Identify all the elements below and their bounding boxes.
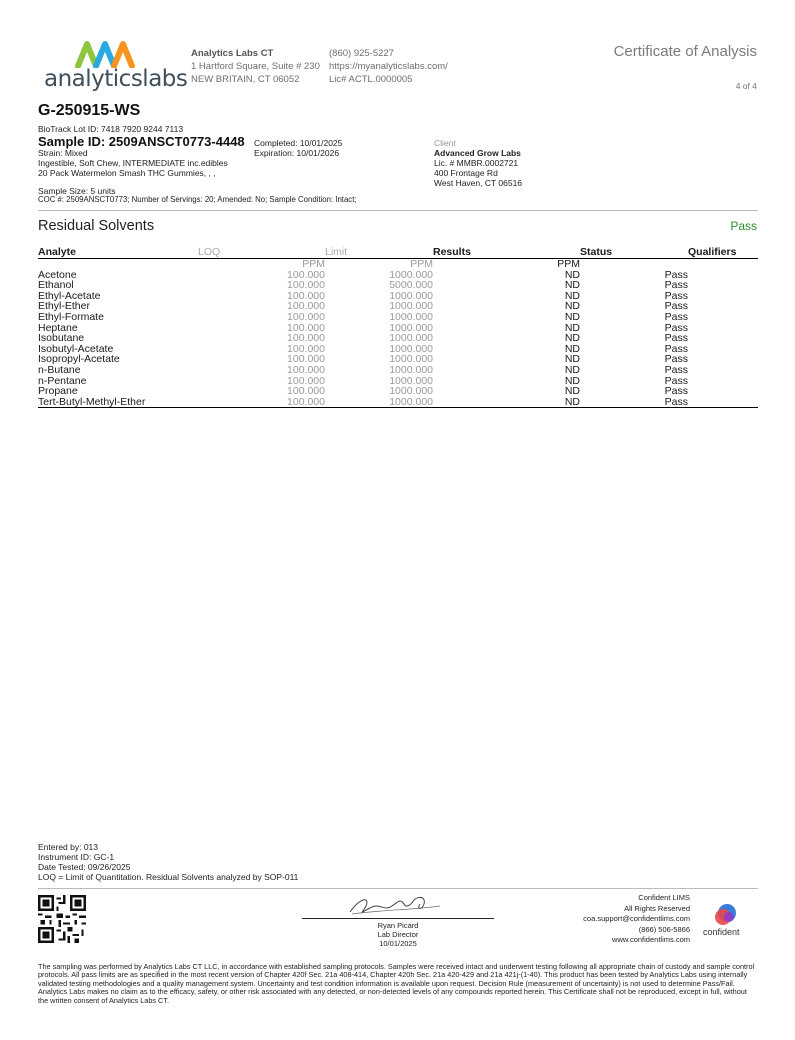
loq-cell: 100.000 [287,332,325,345]
instrument-id: Instrument ID: GC-1 [38,852,115,862]
result-cell: ND [564,332,580,345]
analyte-cell: Tert-Butyl-Methyl-Ether [38,397,198,408]
loq-cell: 100.000 [287,374,325,387]
limit-cell: 1000.000 [389,300,433,313]
unit-results: PPM [557,258,580,270]
qualifier-cell [688,270,758,281]
lims-info [583,893,690,946]
disclaimer-text: The sampling was performed by Analytics Labs CT LLC, in accordance with established sampling protocols. Samples were received intact and underwent testing following all appropriate chain of custody and sample control protocols. All pass limits are as specified in the most recent version of Chapter 420f Sec. 21a 408-414, Chapter 420h Sec. 21a 420-429 and 21a 421j-(1-40). This product has been tested by Analytics Labs using internally validated testing methodologies and a quality management system. Uncertainty and test condition information is available upon request. Decision Rule (measurement of uncertainty) is not used to determine Pass/Fail. Analytics Labs makes no claim as to the efficacy, safety, or other risk associated with any detected, or non-detected levels of any compounds reported herein. This Certificate shall not be reproduced, except in full, without the written consent of Analytics Labs CT. [38,962,755,1005]
header-analyte: Analyte [38,246,198,259]
unit-limit: PPM [410,258,433,270]
limit-cell: 1000.000 [389,310,433,323]
status-cell: Pass [664,374,688,387]
limit-cell: 1000.000 [389,289,433,302]
qualifier-cell [688,291,758,302]
sample-id: Sample ID: 2509ANSCT0773-4448 [38,134,245,149]
lab-contact [329,47,448,86]
loq-note: LOQ = Limit of Quantitation. Residual Solvents analyzed by SOP-011 [38,872,299,882]
header-limit: Limit [325,246,433,259]
qualifier-cell [688,333,758,344]
status-cell: Pass [664,289,688,302]
qualifier-cell [688,386,758,397]
qualifier-cell [688,312,758,323]
lims-rights: All Rights Reserved [624,903,690,913]
qualifier-cell [688,323,758,334]
entered-by: Entered by: 013 [38,842,99,852]
analyte-cell: Ethyl-Formate [38,310,104,323]
loq-cell: 100.000 [287,279,325,292]
result-cell: ND [564,289,580,302]
qualifier-cell [688,354,758,365]
limit-cell: 1000.000 [325,397,433,408]
lab-address-line1: 1 Hartford Square, Suite # 230 [191,61,320,72]
table-header-row [38,246,758,259]
signature-block [302,921,494,948]
section-result: Pass [730,219,757,233]
qualifier-cell [688,376,758,387]
qualifier-cell [688,365,758,376]
loq-cell: 100.000 [287,385,325,398]
status-cell: Pass [580,397,688,408]
lims-email[interactable]: coa.support@confidentlims.com [583,914,690,923]
result-cell: ND [564,321,580,334]
header-qualifiers: Qualifiers [688,246,758,259]
status-cell: Pass [664,353,688,366]
qualifier-cell [688,280,758,291]
biotrack-lot-id: BioTrack Lot ID: 7418 7920 9244 7113 [38,124,184,134]
client-name: Advanced Grow Labs [434,148,521,158]
loq-cell: 100.000 [287,321,325,334]
qualifier-cell [688,344,758,355]
qr-code-icon[interactable] [38,895,86,943]
status-cell: Pass [664,279,688,292]
loq-cell: 100.000 [287,353,325,366]
company-logo [44,40,188,96]
signer-name: Ryan Picard [377,921,419,930]
status-cell: Pass [664,268,688,281]
result-cell: ND [564,353,580,366]
qualifier-cell [688,397,758,408]
client-address2: West Haven, CT 06516 [434,178,523,188]
lims-phone: (866) 506-5866 [638,924,690,934]
sample-details [38,148,228,178]
signature-icon [340,892,450,920]
header-loq: LOQ [198,246,325,259]
dates [254,138,342,158]
status-cell: Pass [664,385,688,398]
results-table [38,246,758,408]
sample-size: Sample Size: 5 units [38,186,116,196]
strain: Strain: Mixed [38,148,88,158]
confident-logo-text: confident [703,927,740,937]
limit-cell: 1000.000 [389,321,433,334]
confident-logo [703,903,753,939]
product-name: 20 Pack Watermelon Smash THC Gummies, , , [38,168,216,178]
lims-website[interactable]: www.confidentlims.com [612,935,690,944]
units-row [38,259,758,270]
loq-cell: 100.000 [198,397,325,408]
loq-cell: 100.000 [287,363,325,376]
analyte-cell: n-Pentane [38,374,87,387]
client-label: Client [434,138,456,148]
status-cell: Pass [664,363,688,376]
signed-date: 10/01/2025 [379,939,417,948]
table-row [38,397,758,408]
confident-logo-icon [713,903,743,927]
status-cell: Pass [664,321,688,334]
analyte-cell: Propane [38,385,78,398]
logo-mark-icon [74,40,154,68]
analyte-cell: Ethanol [38,279,74,292]
result-cell: ND [564,310,580,323]
lab-website[interactable]: https://myanalyticslabs.com/ [329,61,448,72]
signer-title: Lab Director [377,930,419,939]
result-cell: ND [564,279,580,292]
lims-name: Confident LIMS [638,893,690,902]
loq-cell: 100.000 [287,289,325,302]
limit-cell: 1000.000 [389,268,433,281]
expiration-date: Expiration: 10/01/2026 [254,148,340,158]
lab-name: Analytics Labs CT [191,48,274,59]
lab-address-line2: NEW BRITAIN, CT 06052 [191,74,300,85]
lab-address [191,47,320,86]
qualifier-cell [688,301,758,312]
header-results: Results [433,246,580,259]
analyte-cell: Isobutane [38,332,85,345]
analyte-cell: Isobutyl-Acetate [38,342,114,355]
group-id: G-250915-WS [38,102,141,119]
status-cell: Pass [664,300,688,313]
limit-cell: 1000.000 [389,385,433,398]
section-title: Residual Solvents [38,218,155,234]
limit-cell: 1000.000 [389,353,433,366]
result-cell: ND [564,342,580,355]
result-cell: ND [564,300,580,313]
loq-cell: 100.000 [287,268,325,281]
footer-divider [38,888,758,889]
limit-cell: 1000.000 [389,363,433,376]
unit-loq: PPM [302,258,325,270]
loq-cell: 100.000 [287,300,325,313]
table-row [38,312,758,323]
limit-cell: 1000.000 [389,342,433,355]
client-info [434,138,522,188]
client-license: Lic. # MMBR.0002721 [434,158,519,168]
product-type: Ingestible, Soft Chew, INTERMEDIATE inc.edibles [38,158,228,168]
result-cell: ND [433,397,580,408]
result-cell: ND [564,385,580,398]
logo-text: analyticslabs [44,66,188,92]
status-cell: Pass [664,332,688,345]
section-divider [38,210,758,211]
completed-date: Completed: 10/01/2025 [254,138,343,148]
coc-info: COC #: 2509ANSCT0773; Number of Servings: 20; Amended: No; Sample Condition: Intact; [38,195,357,204]
header-status: Status [580,246,688,259]
loq-cell: 100.000 [287,342,325,355]
analyte-cell: n-Butane [38,363,81,376]
signature-line [302,918,494,919]
limit-cell: 1000.000 [389,374,433,387]
limit-cell: 1000.000 [389,332,433,345]
status-cell: Pass [664,342,688,355]
analyte-cell: Isopropyl-Acetate [38,353,120,366]
loq-cell: 100.000 [287,310,325,323]
lab-license: Lic# ACTL.0000005 [329,74,413,85]
analyte-cell: Acetone [38,268,77,281]
analyte-cell: Ethyl-Acetate [38,289,101,302]
lab-phone: (860) 925-5227 [329,48,394,59]
result-cell: ND [564,268,580,281]
date-tested: Date Tested: 09/26/2025 [38,862,131,872]
test-notes [38,842,298,882]
client-address1: 400 Frontage Rd [434,168,498,178]
limit-cell: 5000.000 [389,279,433,292]
page-number: 4 of 4 [735,81,757,91]
status-cell: Pass [664,310,688,323]
document-title: Certificate of Analysis [613,43,757,60]
table-row [38,365,758,376]
analyte-cell: Ethyl-Ether [38,300,90,313]
analyte-cell: Heptane [38,321,78,334]
result-cell: ND [564,363,580,376]
result-cell: ND [564,374,580,387]
